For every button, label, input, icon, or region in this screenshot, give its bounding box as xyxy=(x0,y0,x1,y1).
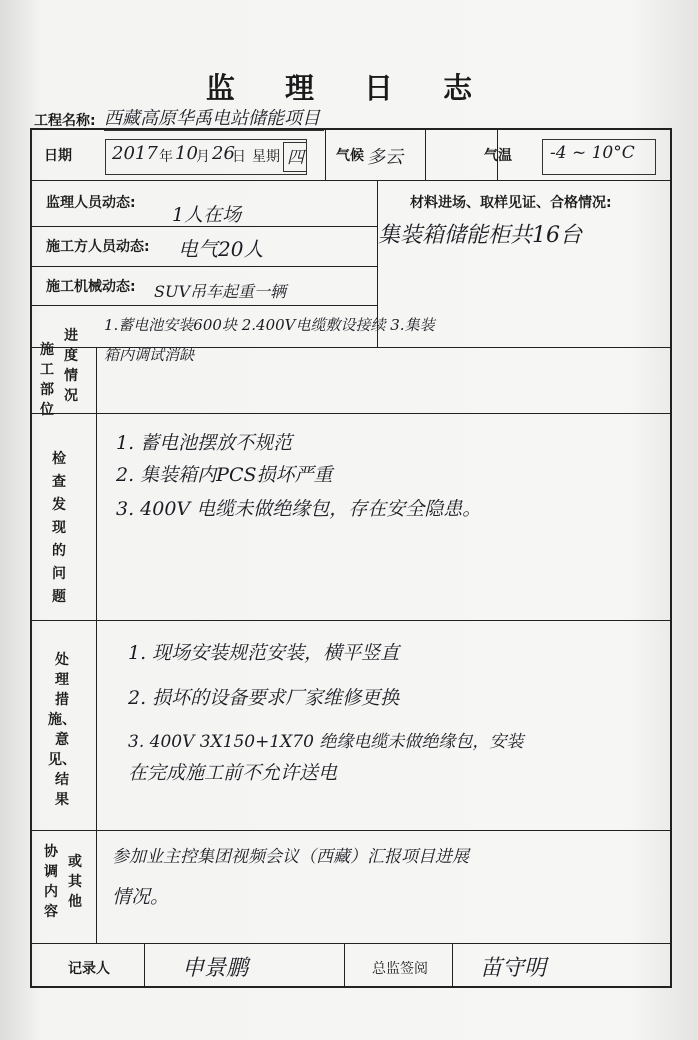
chief-label: 总监签阅 xyxy=(372,961,428,977)
progress-label-left: 施 工 部 位 xyxy=(40,342,54,418)
contractor-value: 电气20人 xyxy=(178,237,264,261)
date-day: 26 xyxy=(212,143,235,164)
issues-label: 检 查 发 现 的 问 题 xyxy=(52,451,66,605)
materials-label: 材料进场、取样见证、合格情况: xyxy=(410,195,612,211)
handling-4: 在完成施工前不允许送电 xyxy=(128,762,338,784)
page-title: 监 理 日 志 xyxy=(205,71,493,105)
machinery-label: 施工机械动态: xyxy=(46,279,136,295)
materials-value: 集装箱储能柜共16台 xyxy=(378,223,582,248)
supervisor-label: 监理人员动态: xyxy=(46,195,136,211)
issue-1: 1. 蓄电池摆放不规范 xyxy=(116,432,293,454)
temp-label: 气温 xyxy=(484,148,512,164)
project-value: 西藏高原华禹电站储能项目 xyxy=(104,104,324,131)
supervisor-value: 1人在场 xyxy=(172,204,242,226)
handling-3: 3. 400V 3X150+1X70 绝缘电缆未做绝缘包，安装 xyxy=(128,732,524,752)
weekday-value: 四 xyxy=(287,148,304,168)
handling-2: 2. 损坏的设备要求厂家维修更换 xyxy=(128,687,400,709)
form-table xyxy=(30,128,672,988)
project-label: 工程名称: xyxy=(34,113,96,129)
handling-1: 1. 现场安装规范安装，横平竖直 xyxy=(128,642,400,664)
chief-signature: 苗守明 xyxy=(480,956,547,981)
coord-line-1: 参加业主控集团视频会议（西藏）汇报项目进展 xyxy=(112,847,469,867)
weekday-label: 星期 xyxy=(252,149,280,165)
issue-2: 2. 集装箱内PCS损坏严重 xyxy=(116,464,333,486)
date-month: 10 xyxy=(175,143,198,164)
handling-label: 处 理 措 施、 意 见、 结 果 xyxy=(48,652,76,808)
recorder-signature: 申景鹏 xyxy=(182,956,249,981)
year-char: 年 xyxy=(159,149,173,165)
date-label: 日期 xyxy=(44,148,72,164)
weather-label: 气候 xyxy=(336,148,364,164)
coord-label-left: 协 调 内 容 xyxy=(44,844,58,920)
date-year: 2017 xyxy=(112,143,158,164)
progress-line-2: 箱内调试消缺 xyxy=(104,346,195,364)
month-char: 月 xyxy=(196,149,210,165)
machinery-value: SUV吊车起重一辆 xyxy=(154,282,287,301)
temp-value: -4 ~ 10°C xyxy=(550,143,635,163)
recorder-label: 记录人 xyxy=(68,961,110,977)
weather-value: 多云 xyxy=(367,147,403,168)
contractor-label: 施工方人员动态: xyxy=(46,239,150,255)
coord-line-2: 情况。 xyxy=(112,886,170,908)
day-char: 日 xyxy=(232,149,246,165)
progress-label-right: 进 度 情 况 xyxy=(64,328,78,404)
coord-label-right: 或 其 他 xyxy=(68,854,82,910)
issue-3: 3. 400V 电缆未做绝缘包，存在安全隐患。 xyxy=(116,498,482,520)
progress-line-1: 1.蓄电池安装600块 2.400V电缆敷设接续 3.集装 xyxy=(104,316,435,334)
